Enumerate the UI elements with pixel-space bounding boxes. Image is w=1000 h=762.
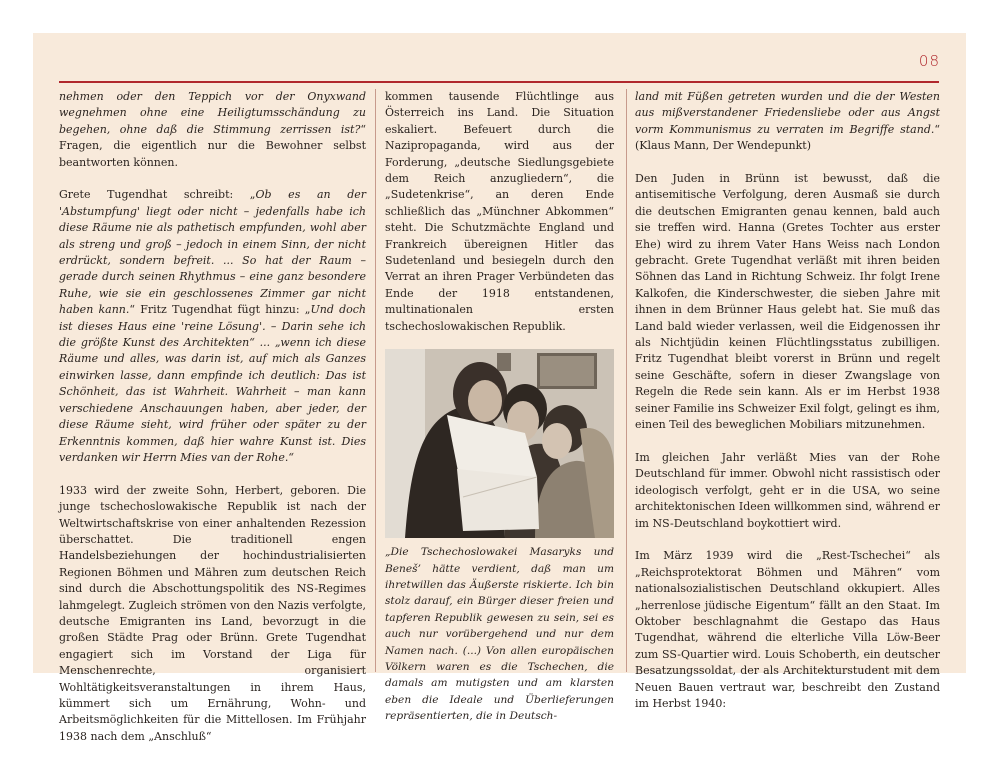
paragraph: Den Juden in Brünn ist bewusst, daß die antisemitische Verfolgung, deren Ausmaß sie durch die deutschen Emigranten genau kennen, bald auch sie treffen wird. Hanna (Gretes Tochter aus erster Ehe) wird zu ihrem Vater Hans Weiss nach London gebracht. Grete Tugendhat verläßt mit ihren beiden Söhnen das Land in Richtung Schweiz. Ihr folgt Irene Kalkofen, die Kinderschwester, die sieben Jahre mit ihnen in dem Brünner Haus gelebt hat. Sie muß das Land bald wieder verlassen, weil die Eidgenossen ihr als Nichtjüdin keinen Flüchtlingsstatus zubilligen. Fritz Tugendhat bleibt vorerst in Brünn und regelt seine Geschäfte, sofern in dieser Zwangslage von Regeln die Rede sein kann. Als er im Herbst 1938 seiner Familie ins Schweizer Exil folgt, gelingt es ihm, einen Teil des beweglichen Mobiliars mitzunehmen. (635, 172, 940, 432)
text-column-2 (385, 89, 614, 725)
header-rule (59, 81, 939, 83)
body-text: “ Fragen, die eigentlich nur die Bewohner selbst beantworten können. (59, 122, 366, 169)
quote-text: nehmen oder den Teppich vor der Onyxwand wegnehmen ohne eine Heiligtumsschändung zu begehen, ohne daß die Stimmung zerrissen ist? (59, 90, 366, 136)
paragraph: kommen tausende Flüchtlinge aus Österreich ins Land. Die Situation eskaliert. Befeuert durch die Nazipropaganda, wird aus der Forderung, „deutsche Siedlungsgebiete dem Reich anzugliedern“, die „Sudetenkrise“, an deren Ende schließlich das „Münchner Abkommen“ steht. Die Schutzmächte England und Frankreich übereignen Hitler das Sudetenland und besiegeln durch den Verrat an ihren Prager Verbündeten das Ende der 1918 entstandenen, multinationalen ersten tschechoslowakischen Republik. (385, 90, 614, 333)
body-text: “ (Klaus Mann, Der Wendepunkt) (635, 122, 940, 153)
document-page (33, 33, 966, 743)
column-divider (375, 89, 376, 672)
body-text: Grete Tugendhat schreibt: „ (59, 188, 256, 202)
paragraph: 1933 wird der zweite Sohn, Herbert, geboren. Die junge tschechoslowakische Republik ist nach der Weltwirtschaftskrise von einer anhaltenden Rezession überschattet. Die traditionell engen Handelsbeziehungen der hochindustrialisierten Regionen Böhmen und Mähren zum deutschen Reich sind durch die Abschottungspolitik des NS-Regimes lahmgelegt. Zugleich strömen von den Nazis verfolgte, deutsche Emigranten ins Land, bevorzugt in die großen Städte Prag oder Brünn. Grete Tugendhat engagiert sich im Vorstand der Liga für Menschenrechte, organisiert Wohltätigkeitsveranstaltungen in ihrem Haus, kümmert sich um Ernährung, Wohn- und Arbeitsmöglichkeiten für die Mittellosen. Im Frühjahr 1938 nach dem „Anschluß“ (59, 483, 367, 743)
paragraph (59, 89, 366, 171)
paragraph (59, 187, 366, 466)
text-column-1 (59, 89, 366, 762)
body-text: “ Fritz Tugendhat fügt hinzu: „ (129, 303, 311, 317)
quote-text: land mit Füßen getreten wurden und die der Westen aus mißverstandener Friedensliebe oder aus Angst vorm Kommunismus zu verraten im Begriffe stand. (635, 90, 940, 136)
family-photo-illustration (385, 349, 614, 538)
text-column-3 (635, 89, 940, 729)
paragraph: Im gleichen Jahr verläßt Mies van der Rohe Deutschland für immer. Obwohl nicht rassistisch oder ideologisch verfolgt, geht er in die USA, wo seine architektonischen Ideen willkommen sind, während er im NS-Deutschland boykottiert wird. (635, 450, 940, 530)
historical-photo (385, 349, 614, 538)
quote-text: Ob es an der 'Abstumpfung' liegt oder nicht – jedenfalls habe ich diese Räume nie als pathetisch empfunden, wohl aber als streng und groß – jedoch in einem Sinn, der nicht erdrückt, sondern befreit. ... So hat der Raum – gerade durch seinen Rhythmus – eine ganz besondere Ruhe, wie sie ein geschlossenes Zimmer gar nicht haben kann. (59, 188, 366, 317)
quote-text: Und doch ist dieses Haus eine 'reine Lösung'. – Darin sehe ich die größte Kunst des Architekten“ ... „wenn ich diese Räume und alles, was darin ist, auf mich als Ganzes einwirken lasse, dann empfinde ich deutlich: Das ist Schönheit, das ist Wahrheit. Wahrheit – man kann verschiedene Anschauungen haben, aber jeder, der diese Räume sieht, wird früher oder später zu der Erkenntnis kommen, daß hier wahre Kunst ist. Dies verdanken wir Herrn Mies van der Rohe.“ (59, 303, 366, 464)
photo-caption: „Die Tschechoslowakei Masaryks und Beneš’ hätte verdient, daß man um ihretwillen das Äußerste riskierte. Ich bin stolz darauf, ein Bürger dieser freien und tapferen Republik gewesen zu sein, sei es auch nur vorübergehend und nur dem Namen nach. (...) Von allen europäischen Völkern waren es die Tschechen, die damals am mutigsten und am klarsten eben die Ideale und Überlieferungen repräsentierten, die in Deutsch- (385, 546, 614, 723)
page-number: 08 (918, 52, 940, 70)
paragraph: Im März 1939 wird die „Rest-Tschechei“ als „Reichsprotektorat Böhmen und Mähren“ vom nationalsozialistischen Deutschland okkupiert. Alles „herrenlose jüdische Eigentum“ fällt an den Staat. Im Oktober beschlagnahmt die Gestapo das Haus Tugendhat, während die elterliche Villa Löw-Beer zum SS-Quartier wird. Louis Schoberth, ein deutscher Besatzungssoldat, der als Architekturstudent mit dem Neuen Bauen vertraut war, beschreibt den Zustand im Herbst 1940: (635, 549, 940, 710)
column-divider (626, 89, 627, 672)
paragraph (635, 89, 940, 155)
